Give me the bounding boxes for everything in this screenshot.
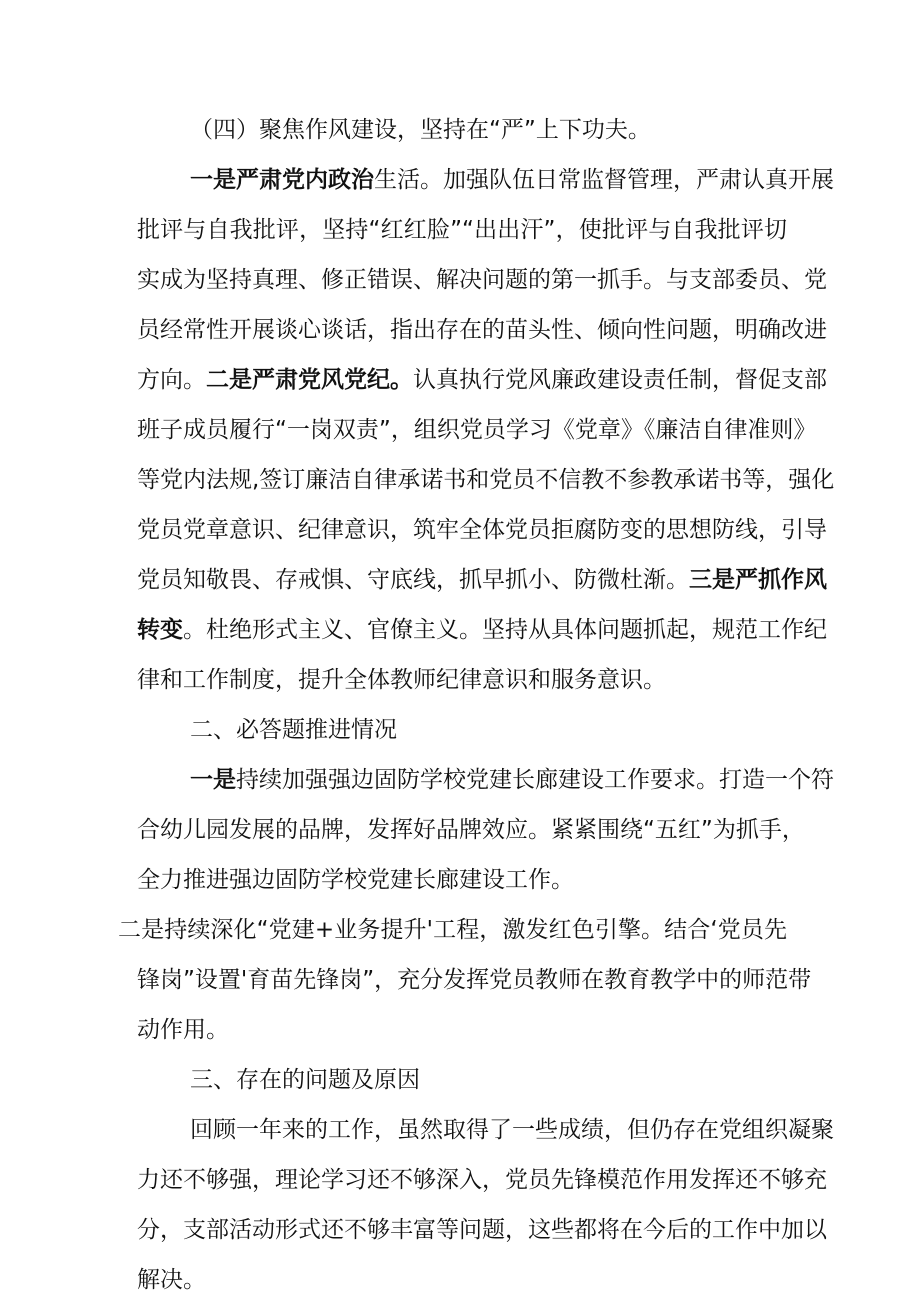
heading-four: （四）聚焦作风建设，坚持在“严”上下功夫。 (190, 117, 651, 143)
paragraph-line: 二是持续深化“党建+业务提升'工程，激发红色引擎。结合‘党员先 (118, 917, 787, 943)
bold-lead: 转变 (137, 617, 183, 643)
paragraph-line: 方向。二是严肃党风党纪。认真执行党风廉政建设责任制，督促支部 (137, 367, 827, 393)
paragraph-line: 批评与自我批评，坚持“红红脸”“出出汗”，使批评与自我批评切 (137, 217, 787, 243)
paragraph-line: 合幼儿园发展的品牌，发挥好品牌效应。紧紧围绕“五红”为抓手， (137, 817, 805, 843)
paragraph-line: 力还不够强，理论学习还不够深入，党员先锋模范作用发挥还不够充 (137, 1167, 827, 1193)
paragraph-line: 回顾一年来的工作，虽然取得了一些成绩，但仍存在党组织凝聚 (190, 1117, 834, 1143)
bold-lead: 一是严肃党内政治 (190, 167, 374, 193)
paragraph-line: 等党内法规,签订廉洁自律承诺书和党员不信教不参教承诺书等，强化 (137, 467, 835, 493)
heading-section-two: 二、必答题推进情况 (190, 717, 397, 743)
paragraph-line: 一是严肃党内政治生活。加强队伍日常监督管理，严肃认真开展 (190, 167, 834, 193)
paragraph-line: 解决。 (137, 1267, 206, 1293)
paragraph-line: 党员党章意识、纪律意识，筑牢全体党员拒腐防变的思想防线，引导 (137, 517, 827, 543)
bold-lead: 三是严抓作风 (689, 567, 827, 593)
paragraph-line: 分，支部活动形式还不够丰富等问题，这些都将在今后的工作中加以 (137, 1217, 827, 1243)
paragraph-line: 锋岗”设置'育苗先锋岗”，充分发挥党员教师在教育教学中的师范带 (137, 967, 812, 993)
heading-section-three: 三、存在的问题及原因 (190, 1067, 420, 1093)
paragraph-line: 一是持续加强强边固防学校党建长廊建设工作要求。打造一个符 (190, 767, 834, 793)
paragraph-line: 转变。杜绝形式主义、官僚主义。坚持从具体问题抓起，规范工作纪 (137, 617, 827, 643)
bold-lead: 一是 (190, 767, 236, 793)
bold-lead: 二是严肃党风党纪。 (206, 367, 413, 393)
paragraph-line: 动作用。 (137, 1017, 229, 1043)
paragraph-line: 律和工作制度，提升全体教师纪律意识和服务意识。 (137, 667, 666, 693)
paragraph-line: 党员知敬畏、存戒惧、守底线，抓早抓小、防微杜渐。三是严抓作风 (137, 567, 827, 593)
paragraph-line: 员经常性开展谈心谈话，指出存在的苗头性、倾向性问题，明确改进 (137, 317, 827, 343)
paragraph-line: 全力推进强边固防学校党建长廊建设工作。 (137, 867, 574, 893)
paragraph-line: 实成为坚持真理、修正错误、解决问题的第一抓手。与支部委员、党 (137, 267, 827, 293)
paragraph-line: 班子成员履行“一岗双责”，组织党员学习《党章》《廉洁自律准则》 (137, 417, 817, 443)
